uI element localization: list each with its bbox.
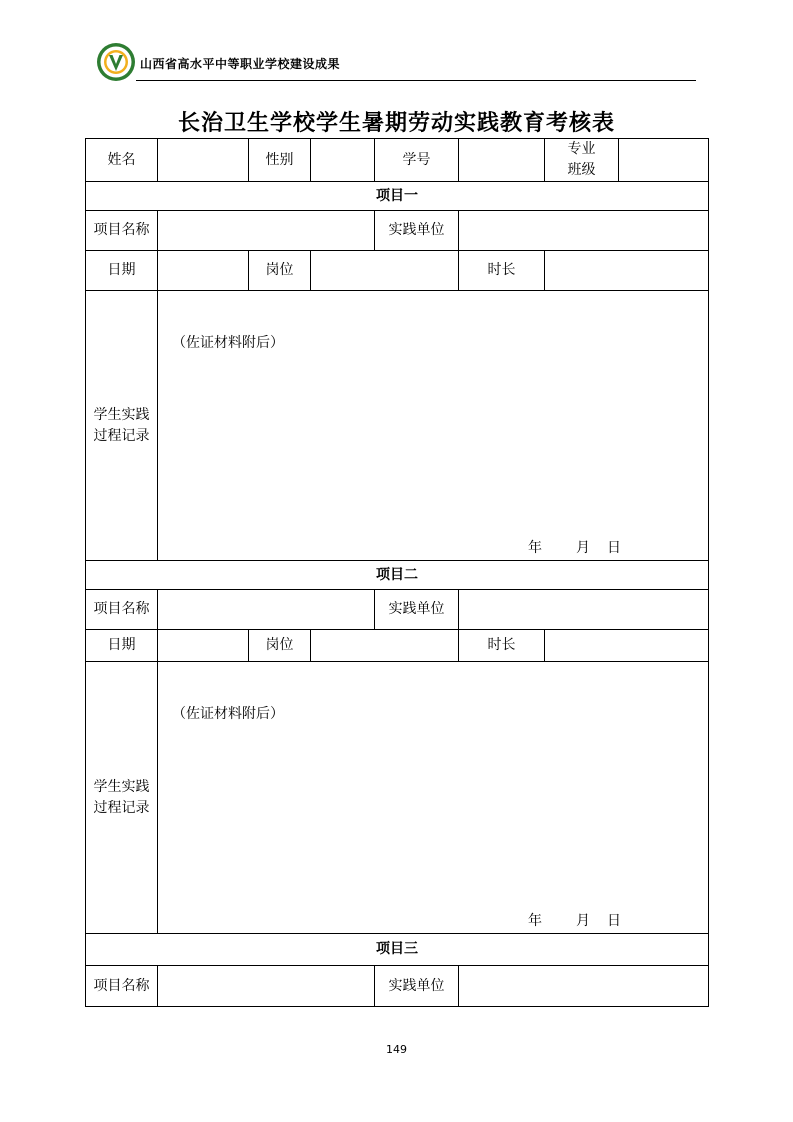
date-label: 日期: [86, 630, 158, 661]
practice-record-label-line1: 学生实践: [93, 406, 150, 423]
project-name-field[interactable]: [158, 966, 375, 1006]
project-3-name-row: [86, 966, 708, 1006]
project-2-record-row: [86, 662, 708, 934]
project-1-title: 项目一: [376, 187, 418, 204]
major-class-field[interactable]: [619, 139, 708, 181]
practice-unit-field[interactable]: [459, 966, 708, 1006]
duration-label: 时长: [459, 251, 545, 290]
day-label: 日: [607, 913, 621, 929]
post-field[interactable]: [311, 251, 459, 290]
name-field[interactable]: [158, 139, 249, 181]
signature-date-line: [511, 911, 621, 932]
post-field[interactable]: [311, 630, 459, 661]
practice-record-label: [86, 662, 158, 933]
practice-record-area[interactable]: [158, 291, 708, 560]
major-class-label: [545, 139, 619, 181]
practice-record-label-line2: 过程记录: [93, 427, 150, 444]
duration-field[interactable]: [545, 251, 708, 290]
month-label: 月: [576, 913, 590, 929]
class-label: 班级: [567, 162, 596, 178]
project-2-date-row: [86, 630, 708, 662]
header-divider: [136, 80, 696, 81]
post-label: 岗位: [249, 630, 311, 661]
date-field[interactable]: [158, 630, 249, 661]
post-label: 岗位: [249, 251, 311, 290]
practice-unit-label: 实践单位: [375, 590, 459, 629]
practice-unit-label: 实践单位: [375, 966, 459, 1006]
project-name-field[interactable]: [158, 211, 375, 250]
project-1-name-row: [86, 211, 708, 251]
gender-label: 性别: [249, 139, 311, 181]
evidence-note: （佐证材料附后）: [172, 335, 284, 351]
gender-field[interactable]: [311, 139, 375, 181]
project-3-header-row: [86, 934, 708, 966]
student-id-label: 学号: [375, 139, 459, 181]
project-2-title: 项目二: [376, 566, 418, 583]
project-name-label: 项目名称: [86, 211, 158, 250]
year-label: 年: [528, 913, 542, 929]
project-1-record-row: [86, 291, 708, 561]
name-label: 姓名: [86, 139, 158, 181]
duration-field[interactable]: [545, 630, 708, 661]
project-name-label: 项目名称: [86, 590, 158, 629]
month-label: 月: [576, 540, 590, 556]
year-label: 年: [528, 540, 542, 556]
header-title: 山西省高水平中等职业学校建设成果: [140, 57, 341, 71]
student-id-field[interactable]: [459, 139, 545, 181]
signature-date-line: [511, 538, 621, 559]
practice-unit-label: 实践单位: [375, 211, 459, 250]
project-2-name-row: [86, 590, 708, 630]
duration-label: 时长: [459, 630, 545, 661]
date-field[interactable]: [158, 251, 249, 290]
document-title: 长治卫生学校学生暑期劳动实践教育考核表: [177, 111, 615, 136]
project-1-header-row: [86, 182, 708, 211]
assessment-form-table: [85, 138, 709, 1007]
school-logo-icon: [96, 42, 136, 82]
day-label: 日: [607, 540, 621, 556]
practice-record-label: [86, 291, 158, 560]
date-label: 日期: [86, 251, 158, 290]
project-name-label: 项目名称: [86, 966, 158, 1006]
project-2-header-row: [86, 561, 708, 590]
practice-unit-field[interactable]: [459, 590, 708, 629]
practice-record-label-line1: 学生实践: [93, 778, 150, 795]
page-number: 149: [386, 1043, 407, 1056]
project-3-title: 项目三: [376, 941, 418, 957]
project-1-date-row: [86, 251, 708, 291]
student-info-row: [86, 139, 708, 182]
major-label: 专业: [567, 141, 596, 157]
practice-record-label-line2: 过程记录: [93, 799, 150, 816]
practice-record-area[interactable]: [158, 662, 708, 933]
practice-unit-field[interactable]: [459, 211, 708, 250]
page-header: [96, 42, 696, 86]
evidence-note: （佐证材料附后）: [172, 706, 284, 722]
project-name-field[interactable]: [158, 590, 375, 629]
